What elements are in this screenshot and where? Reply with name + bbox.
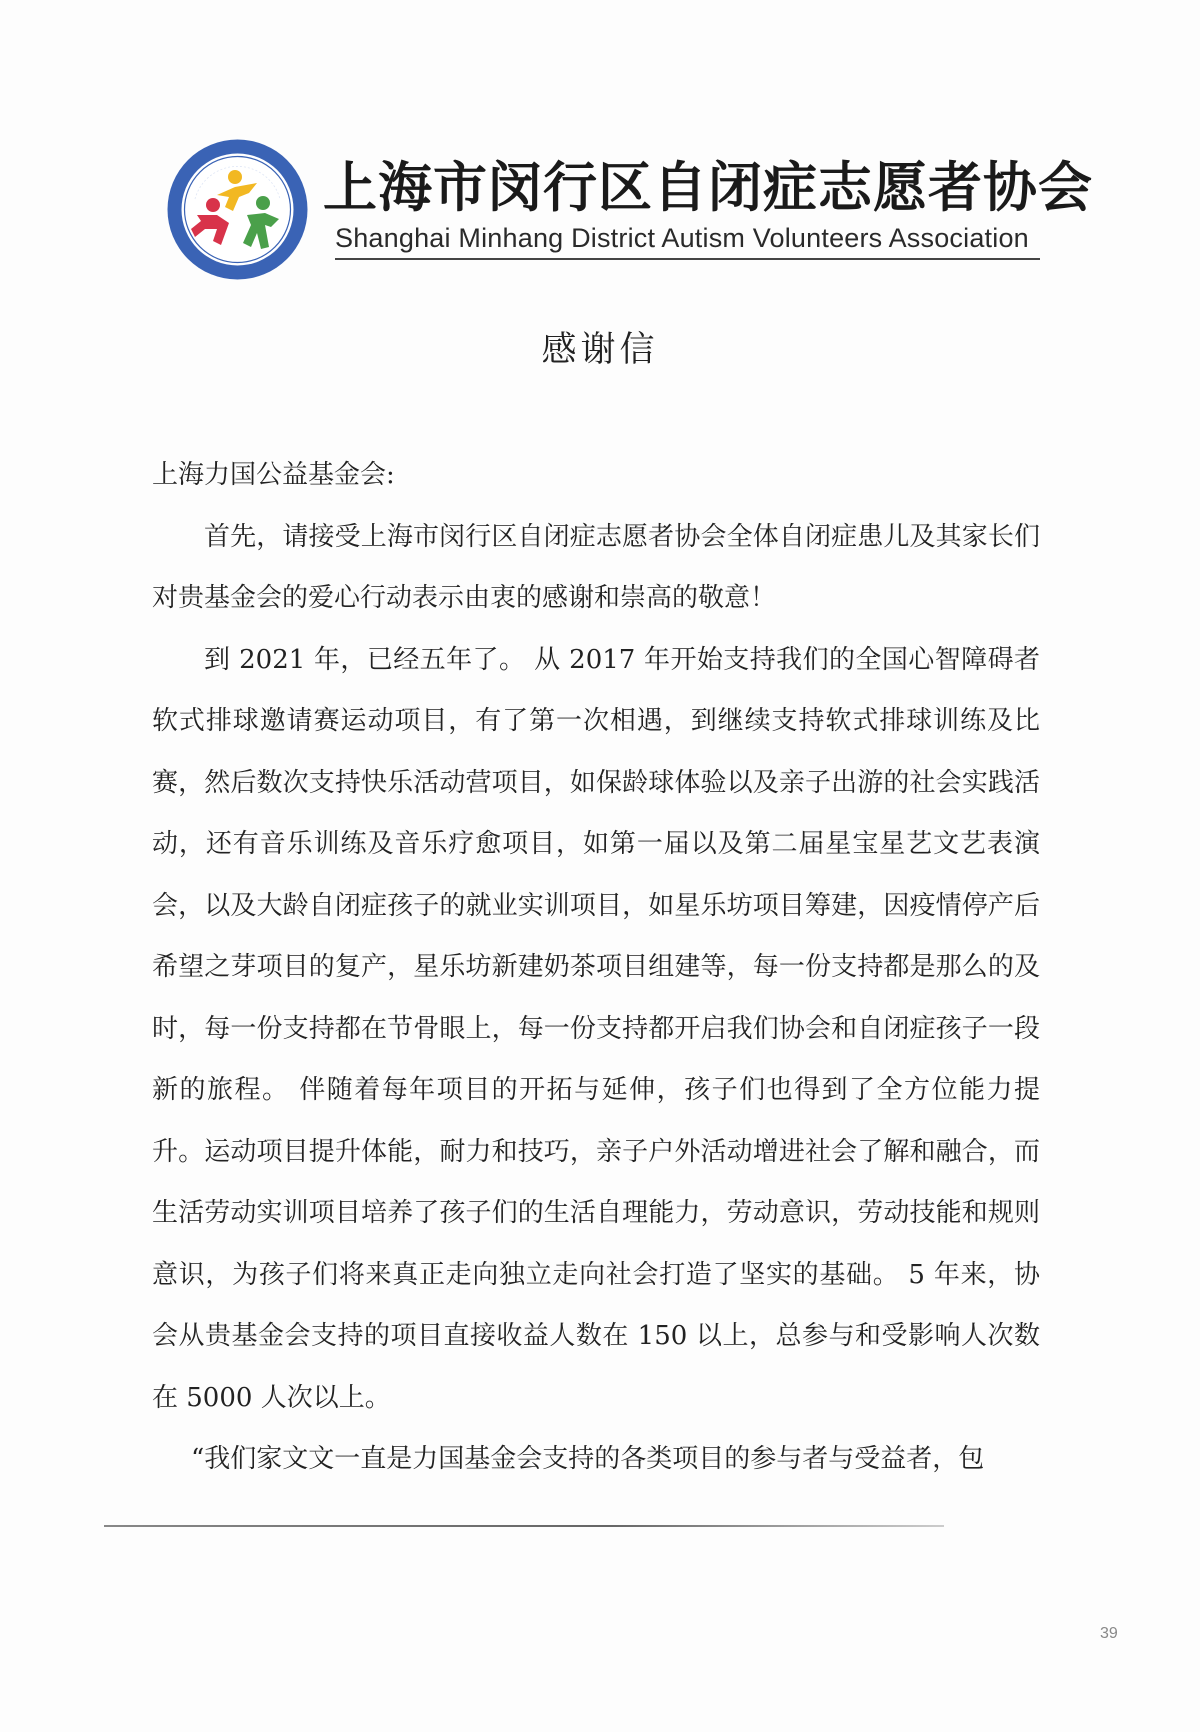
organization-name-chinese: 上海市闵行区自闭症志愿者协会 bbox=[323, 156, 1093, 219]
footer-divider bbox=[104, 1525, 944, 1527]
organization-name-english: Shanghai Minhang District Autism Volunteers Association bbox=[335, 223, 1029, 253]
letterhead-underline bbox=[335, 258, 1040, 260]
letter-salutation: 上海力国公益基金会: bbox=[152, 460, 395, 490]
page-number: 39 bbox=[1100, 1625, 1118, 1642]
letter-paragraph-3: “我们家文文一直是力国基金会支持的各类项目的参与者与受益者，包 bbox=[191, 1444, 985, 1474]
letter-paragraph-1: 首先，请接受上海市闵行区自闭症志愿者协会全体自闭症患儿及其家长们对贵基金会的爱心行动表示由衷的感谢和崇高的敬意！ bbox=[152, 521, 1040, 613]
letter-body bbox=[152, 445, 1040, 1491]
letterhead bbox=[165, 135, 1093, 285]
letter-title: 感谢信 bbox=[541, 330, 659, 370]
association-logo-icon bbox=[165, 137, 310, 282]
letter-paragraph-2: 到 2021 年，已经五年了。 从 2017 年开始支持我们的全国心智障碍者软式排球邀请赛运动项目，有了第一次相遇，到继续支持软式排球训练及比赛，然后数次支持快乐活动营项目，如保龄球体验以及亲子出游的社会实践活动，还有音乐训练及音乐疗愈项目，如第一届以及第二届星宝星艺文艺表演会，以及大龄自闭症孩子的就业实训项目，如星乐坊项目筹建，因疫情停产后希望之芽项目的复产，星乐坊新建奶茶项目组建等，每一份支持都是那么的及时，每一份支持都在节骨眼上，每一份支持都开启我们协会和自闭症孩子一段新的旅程。 伴随着每年项目的开拓与延伸，孩子们也得到了全方位能力提升。运动项目提升体能，耐力和技巧，亲子户外活动增进社会了解和融合，而生活劳动实训项目培养了孩子们的生活自理能力，劳动意识，劳动技能和规则意识，为孩子们将来真正走向独立走向社会打造了坚实的基础。 5 年来，协会从贵基金会支持的项目直接收益人数在 150 以上，总参与和受影响人次数在 5000 人次以上。 bbox=[152, 644, 1040, 1413]
